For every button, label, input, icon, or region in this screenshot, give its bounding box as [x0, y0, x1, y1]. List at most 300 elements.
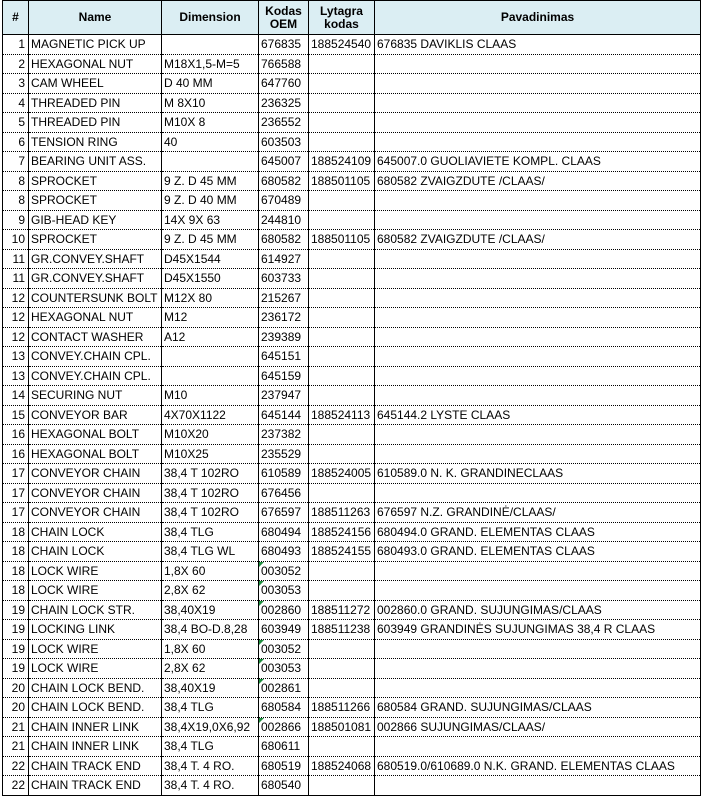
cell-pavadinimas[interactable] — [375, 737, 701, 757]
cell-name[interactable] — [29, 561, 162, 581]
cell-dimension[interactable] — [162, 600, 259, 620]
cell-num[interactable] — [3, 659, 29, 679]
cell-num[interactable] — [3, 386, 29, 406]
cell-dimension[interactable] — [162, 366, 259, 386]
cell-oem[interactable] — [259, 737, 309, 757]
cell-oem[interactable] — [259, 210, 309, 230]
cell-pavadinimas[interactable] — [375, 152, 701, 172]
cell-pavadinimas[interactable] — [375, 171, 701, 191]
cell-pavadinimas[interactable] — [375, 327, 701, 347]
cell-name[interactable] — [29, 717, 162, 737]
cell-name[interactable] — [29, 542, 162, 562]
cell-num[interactable] — [3, 503, 29, 523]
cell-oem-text: 647760 — [261, 76, 302, 91]
cell-name[interactable] — [29, 756, 162, 776]
cell-name[interactable] — [29, 737, 162, 757]
cell-num[interactable] — [3, 269, 29, 289]
table-row — [3, 659, 701, 679]
cell-pavadinimas[interactable] — [375, 269, 701, 289]
cell-pavadinimas[interactable] — [375, 210, 701, 230]
cell-num[interactable] — [3, 678, 29, 698]
cell-num[interactable] — [3, 561, 29, 581]
cell-num-text: 13 — [11, 368, 25, 383]
cell-pavadinimas[interactable] — [375, 113, 701, 133]
cell-num-text: 11 — [12, 271, 25, 286]
cell-name[interactable] — [29, 522, 162, 542]
cell-name[interactable] — [29, 249, 162, 269]
cell-num[interactable] — [3, 288, 29, 308]
cell-name[interactable] — [29, 620, 162, 640]
cell-pavadinimas[interactable] — [375, 678, 701, 698]
cell-oem-text: 645007 — [261, 154, 302, 169]
cell-oem[interactable] — [259, 308, 309, 328]
cell-name-text: GIB-HEAD KEY — [31, 212, 117, 227]
cell-name[interactable] — [29, 405, 162, 425]
cell-oem[interactable] — [259, 191, 309, 211]
cell-num[interactable] — [3, 717, 29, 737]
cell-pavadinimas[interactable] — [375, 639, 701, 659]
cell-pavadinimas-text: 603949 GRANDINĖS SUJUNGIMAS 38,4 R CLAAS — [377, 622, 656, 637]
cell-num[interactable] — [3, 152, 29, 172]
cell-lytagra[interactable] — [309, 503, 375, 523]
cell-dimension-text: 4X70X1122 — [164, 407, 226, 422]
cell-num[interactable] — [3, 405, 29, 425]
cell-name-text: THREADED PIN — [31, 95, 121, 110]
table-row — [3, 698, 701, 718]
cell-name[interactable] — [29, 269, 162, 289]
cell-dimension[interactable] — [162, 171, 259, 191]
cell-pavadinimas[interactable] — [375, 249, 701, 269]
cell-oem[interactable] — [259, 581, 309, 601]
error-flag-icon — [259, 581, 264, 586]
cell-name[interactable] — [29, 600, 162, 620]
cell-name[interactable] — [29, 171, 162, 191]
cell-num[interactable] — [3, 483, 29, 503]
cell-lytagra[interactable] — [309, 152, 375, 172]
cell-dimension[interactable] — [162, 152, 259, 172]
cell-pavadinimas[interactable] — [375, 620, 701, 640]
cell-oem-text: 239389 — [261, 329, 302, 344]
cell-dimension-text: 38,4 T. 4 RO. — [164, 758, 235, 773]
cell-num[interactable] — [3, 737, 29, 757]
cell-pavadinimas[interactable] — [375, 756, 701, 776]
cell-num[interactable] — [3, 132, 29, 152]
cell-dimension[interactable] — [162, 581, 259, 601]
cell-lytagra[interactable] — [309, 132, 375, 152]
cell-name-text: CHAIN LOCK BEND. — [31, 680, 145, 695]
cell-lytagra[interactable] — [309, 93, 375, 113]
cell-num[interactable] — [3, 620, 29, 640]
cell-name[interactable] — [29, 659, 162, 679]
cell-oem[interactable] — [259, 639, 309, 659]
cell-dimension[interactable] — [162, 288, 259, 308]
header-oem[interactable] — [259, 1, 309, 35]
cell-oem[interactable] — [259, 717, 309, 737]
cell-oem[interactable] — [259, 678, 309, 698]
cell-pavadinimas[interactable] — [375, 132, 701, 152]
cell-oem[interactable] — [259, 366, 309, 386]
cell-lytagra[interactable] — [309, 249, 375, 269]
table-row — [3, 737, 701, 757]
cell-dimension[interactable] — [162, 93, 259, 113]
header-oem-line2: OEM — [269, 16, 298, 31]
cell-name-text: CONVEYOR BAR — [31, 407, 128, 422]
cell-lytagra[interactable] — [309, 561, 375, 581]
cell-dimension[interactable] — [162, 698, 259, 718]
cell-dimension[interactable] — [162, 620, 259, 640]
cell-num[interactable] — [3, 366, 29, 386]
cell-oem[interactable] — [259, 444, 309, 464]
cell-num[interactable] — [3, 444, 29, 464]
cell-dimension-text: D 40 MM — [164, 76, 213, 91]
cell-num[interactable] — [3, 600, 29, 620]
cell-oem[interactable] — [259, 405, 309, 425]
cell-name[interactable] — [29, 327, 162, 347]
cell-name[interactable] — [29, 288, 162, 308]
cell-name[interactable] — [29, 425, 162, 445]
cell-num[interactable] — [3, 542, 29, 562]
cell-pavadinimas[interactable] — [375, 483, 701, 503]
cell-lytagra[interactable] — [309, 366, 375, 386]
cell-lytagra-text: 188524068 — [311, 758, 372, 773]
cell-dimension[interactable] — [162, 347, 259, 367]
cell-lytagra-text: 188524540 — [311, 37, 372, 52]
cell-oem[interactable] — [259, 35, 309, 55]
table-row — [3, 776, 701, 796]
cell-pavadinimas[interactable] — [375, 717, 701, 737]
cell-name[interactable] — [29, 464, 162, 484]
cell-num-text: 12 — [11, 329, 25, 344]
cell-oem[interactable] — [259, 503, 309, 523]
cell-oem[interactable] — [259, 659, 309, 679]
cell-lytagra[interactable] — [309, 698, 375, 718]
cell-oem[interactable] — [259, 464, 309, 484]
cell-oem[interactable] — [259, 288, 309, 308]
cell-dimension[interactable] — [162, 425, 259, 445]
cell-num-text: 16 — [11, 446, 25, 461]
header-pavadinimas[interactable]: Pavadinimas — [375, 1, 701, 35]
cell-num-text: 14 — [11, 388, 25, 403]
cell-pavadinimas[interactable] — [375, 698, 701, 718]
cell-num[interactable] — [3, 93, 29, 113]
cell-lytagra[interactable] — [309, 678, 375, 698]
cell-dimension[interactable] — [162, 269, 259, 289]
cell-dimension[interactable] — [162, 756, 259, 776]
cell-dimension-text: M10X 8 — [164, 115, 206, 130]
cell-lytagra[interactable] — [309, 600, 375, 620]
cell-num[interactable] — [3, 425, 29, 445]
cell-oem[interactable] — [259, 698, 309, 718]
cell-oem[interactable] — [259, 74, 309, 94]
cell-lytagra[interactable] — [309, 522, 375, 542]
cell-name-text: BEARING UNIT ASS. — [31, 154, 147, 169]
cell-name[interactable] — [29, 230, 162, 250]
cell-oem[interactable] — [259, 756, 309, 776]
cell-oem-text: 603949 — [261, 622, 302, 637]
cell-pavadinimas-text: 676835 DAVIKLIS CLAAS — [377, 37, 517, 52]
cell-dimension[interactable] — [162, 386, 259, 406]
cell-lytagra[interactable] — [309, 230, 375, 250]
cell-lytagra[interactable] — [309, 35, 375, 55]
cell-pavadinimas[interactable] — [375, 54, 701, 74]
cell-name[interactable] — [29, 581, 162, 601]
cell-name[interactable] — [29, 113, 162, 133]
cell-name[interactable] — [29, 483, 162, 503]
cell-lytagra[interactable] — [309, 542, 375, 562]
cell-num[interactable] — [3, 522, 29, 542]
cell-oem-text: 235529 — [261, 446, 302, 461]
cell-name[interactable] — [29, 191, 162, 211]
cell-name-text: CHAIN INNER LINK — [31, 719, 140, 734]
cell-name[interactable] — [29, 152, 162, 172]
cell-name-text: CHAIN TRACK END — [31, 778, 141, 793]
cell-lytagra[interactable] — [309, 425, 375, 445]
header-lytagra[interactable] — [309, 1, 375, 35]
cell-num[interactable] — [3, 210, 29, 230]
cell-lytagra[interactable] — [309, 191, 375, 211]
cell-lytagra[interactable] — [309, 737, 375, 757]
cell-num[interactable] — [3, 35, 29, 55]
table-row — [3, 249, 701, 269]
table-row — [3, 581, 701, 601]
cell-oem[interactable] — [259, 152, 309, 172]
cell-dimension[interactable] — [162, 191, 259, 211]
cell-dimension-text: A12 — [164, 329, 186, 344]
cell-pavadinimas[interactable] — [375, 308, 701, 328]
cell-pavadinimas[interactable] — [375, 74, 701, 94]
cell-oem[interactable] — [259, 54, 309, 74]
cell-oem[interactable] — [259, 776, 309, 796]
cell-lytagra[interactable] — [309, 54, 375, 74]
cell-name-text: SPROCKET — [31, 193, 98, 208]
cell-dimension[interactable] — [162, 776, 259, 796]
cell-lytagra[interactable] — [309, 659, 375, 679]
cell-oem[interactable] — [259, 230, 309, 250]
table-row — [3, 425, 701, 445]
cell-num-text: 19 — [11, 661, 25, 676]
cell-dimension[interactable] — [162, 113, 259, 133]
cell-dimension-text: M18X1,5-M=5 — [164, 56, 240, 71]
cell-dimension[interactable] — [162, 464, 259, 484]
cell-name[interactable] — [29, 698, 162, 718]
cell-lytagra[interactable] — [309, 639, 375, 659]
cell-dimension[interactable] — [162, 503, 259, 523]
cell-dimension[interactable] — [162, 717, 259, 737]
cell-name[interactable] — [29, 308, 162, 328]
cell-num-text: 18 — [11, 524, 25, 539]
cell-dimension[interactable] — [162, 308, 259, 328]
cell-name[interactable] — [29, 210, 162, 230]
parts-table — [2, 0, 701, 796]
cell-pavadinimas[interactable] — [375, 444, 701, 464]
cell-num[interactable] — [3, 54, 29, 74]
cell-lytagra[interactable] — [309, 756, 375, 776]
cell-lytagra[interactable] — [309, 386, 375, 406]
cell-dimension[interactable] — [162, 405, 259, 425]
cell-dimension[interactable] — [162, 678, 259, 698]
cell-oem-text: 645151 — [261, 349, 302, 364]
cell-dimension[interactable] — [162, 522, 259, 542]
cell-lytagra[interactable] — [309, 269, 375, 289]
cell-name[interactable] — [29, 776, 162, 796]
cell-num-text: 18 — [11, 583, 25, 598]
cell-pavadinimas[interactable] — [375, 600, 701, 620]
cell-dimension[interactable] — [162, 737, 259, 757]
cell-num-text: 3 — [18, 76, 25, 91]
cell-name-text: SPROCKET — [31, 232, 98, 247]
header-dimension[interactable]: Dimension — [162, 1, 259, 35]
cell-oem[interactable] — [259, 327, 309, 347]
cell-num[interactable] — [3, 171, 29, 191]
cell-oem[interactable] — [259, 113, 309, 133]
cell-dimension[interactable] — [162, 659, 259, 679]
cell-name[interactable] — [29, 366, 162, 386]
cell-pavadinimas[interactable] — [375, 464, 701, 484]
cell-num[interactable] — [3, 113, 29, 133]
cell-num[interactable] — [3, 249, 29, 269]
cell-pavadinimas[interactable] — [375, 561, 701, 581]
cell-pavadinimas[interactable] — [375, 347, 701, 367]
table-row — [3, 366, 701, 386]
cell-num[interactable] — [3, 776, 29, 796]
cell-num[interactable] — [3, 327, 29, 347]
cell-lytagra[interactable] — [309, 308, 375, 328]
cell-name[interactable] — [29, 678, 162, 698]
cell-pavadinimas-text: 610589.0 N. K. GRANDINECLAAS — [377, 466, 564, 481]
cell-oem[interactable] — [259, 269, 309, 289]
cell-oem[interactable] — [259, 522, 309, 542]
cell-dimension[interactable] — [162, 444, 259, 464]
cell-name-text: CHAIN LOCK — [31, 544, 105, 559]
cell-name[interactable] — [29, 93, 162, 113]
cell-pavadinimas[interactable] — [375, 581, 701, 601]
cell-pavadinimas[interactable] — [375, 503, 701, 523]
cell-dimension[interactable] — [162, 74, 259, 94]
cell-name[interactable] — [29, 503, 162, 523]
cell-oem[interactable] — [259, 425, 309, 445]
cell-num[interactable] — [3, 756, 29, 776]
cell-num[interactable] — [3, 308, 29, 328]
cell-oem[interactable] — [259, 561, 309, 581]
cell-pavadinimas-text: 680582 ZVAIGZDUTE /CLAAS/ — [377, 173, 545, 188]
cell-oem[interactable] — [259, 483, 309, 503]
cell-lytagra[interactable] — [309, 620, 375, 640]
cell-name-text: CONVEY.CHAIN CPL. — [31, 349, 151, 364]
cell-name[interactable] — [29, 347, 162, 367]
cell-pavadinimas[interactable] — [375, 288, 701, 308]
cell-pavadinimas[interactable] — [375, 93, 701, 113]
cell-pavadinimas[interactable] — [375, 191, 701, 211]
cell-lytagra[interactable] — [309, 581, 375, 601]
cell-oem[interactable] — [259, 620, 309, 640]
cell-oem[interactable] — [259, 600, 309, 620]
cell-pavadinimas[interactable] — [375, 425, 701, 445]
cell-pavadinimas[interactable] — [375, 230, 701, 250]
cell-num[interactable] — [3, 230, 29, 250]
cell-lytagra[interactable] — [309, 405, 375, 425]
cell-dimension[interactable] — [162, 542, 259, 562]
cell-dimension[interactable] — [162, 327, 259, 347]
table-row — [3, 269, 701, 289]
cell-oem[interactable] — [259, 542, 309, 562]
cell-dimension[interactable] — [162, 483, 259, 503]
cell-oem[interactable] — [259, 249, 309, 269]
cell-dimension-text: 38,40X19 — [164, 602, 216, 617]
header-num[interactable]: # — [3, 1, 29, 35]
cell-pavadinimas[interactable] — [375, 776, 701, 796]
cell-pavadinimas[interactable] — [375, 35, 701, 55]
cell-lytagra[interactable] — [309, 776, 375, 796]
cell-pavadinimas[interactable] — [375, 659, 701, 679]
cell-num[interactable] — [3, 464, 29, 484]
cell-num[interactable] — [3, 639, 29, 659]
cell-lytagra[interactable] — [309, 444, 375, 464]
cell-dimension[interactable] — [162, 35, 259, 55]
cell-oem[interactable] — [259, 347, 309, 367]
cell-dimension-text: 40 — [164, 134, 178, 149]
cell-name[interactable] — [29, 639, 162, 659]
cell-num[interactable] — [3, 74, 29, 94]
cell-oem-text: 676835 — [261, 37, 302, 52]
cell-dimension[interactable] — [162, 249, 259, 269]
header-name[interactable]: Name — [29, 1, 162, 35]
cell-dimension[interactable] — [162, 210, 259, 230]
cell-oem-text: 003053 — [261, 583, 302, 598]
cell-oem[interactable] — [259, 93, 309, 113]
table-row — [3, 54, 701, 74]
cell-num[interactable] — [3, 347, 29, 367]
cell-num[interactable] — [3, 698, 29, 718]
cell-pavadinimas[interactable] — [375, 542, 701, 562]
cell-dimension[interactable] — [162, 54, 259, 74]
cell-lytagra[interactable] — [309, 464, 375, 484]
cell-num[interactable] — [3, 191, 29, 211]
cell-lytagra[interactable] — [309, 288, 375, 308]
cell-dimension-text: 38,40X19 — [164, 680, 216, 695]
cell-lytagra[interactable] — [309, 483, 375, 503]
cell-pavadinimas[interactable] — [375, 405, 701, 425]
cell-pavadinimas[interactable] — [375, 366, 701, 386]
cell-dimension[interactable] — [162, 561, 259, 581]
cell-lytagra[interactable] — [309, 347, 375, 367]
cell-oem-text: 215267 — [261, 290, 302, 305]
cell-name[interactable] — [29, 386, 162, 406]
cell-dimension-text: D45X1550 — [164, 271, 221, 286]
cell-oem[interactable] — [259, 132, 309, 152]
cell-num[interactable] — [3, 581, 29, 601]
cell-lytagra[interactable] — [309, 113, 375, 133]
cell-name[interactable] — [29, 35, 162, 55]
cell-lytagra[interactable] — [309, 74, 375, 94]
cell-oem[interactable] — [259, 386, 309, 406]
cell-name[interactable] — [29, 54, 162, 74]
table-row — [3, 717, 701, 737]
cell-name[interactable] — [29, 444, 162, 464]
cell-lytagra[interactable] — [309, 210, 375, 230]
cell-pavadinimas[interactable] — [375, 522, 701, 542]
cell-lytagra[interactable] — [309, 327, 375, 347]
cell-lytagra[interactable] — [309, 171, 375, 191]
cell-dimension-text: 9 Z. D 45 MM — [164, 232, 237, 247]
cell-dimension[interactable] — [162, 132, 259, 152]
cell-dimension[interactable] — [162, 230, 259, 250]
cell-lytagra[interactable] — [309, 717, 375, 737]
cell-name[interactable] — [29, 132, 162, 152]
cell-pavadinimas[interactable] — [375, 386, 701, 406]
cell-name[interactable] — [29, 74, 162, 94]
cell-oem[interactable] — [259, 171, 309, 191]
cell-dimension[interactable] — [162, 639, 259, 659]
